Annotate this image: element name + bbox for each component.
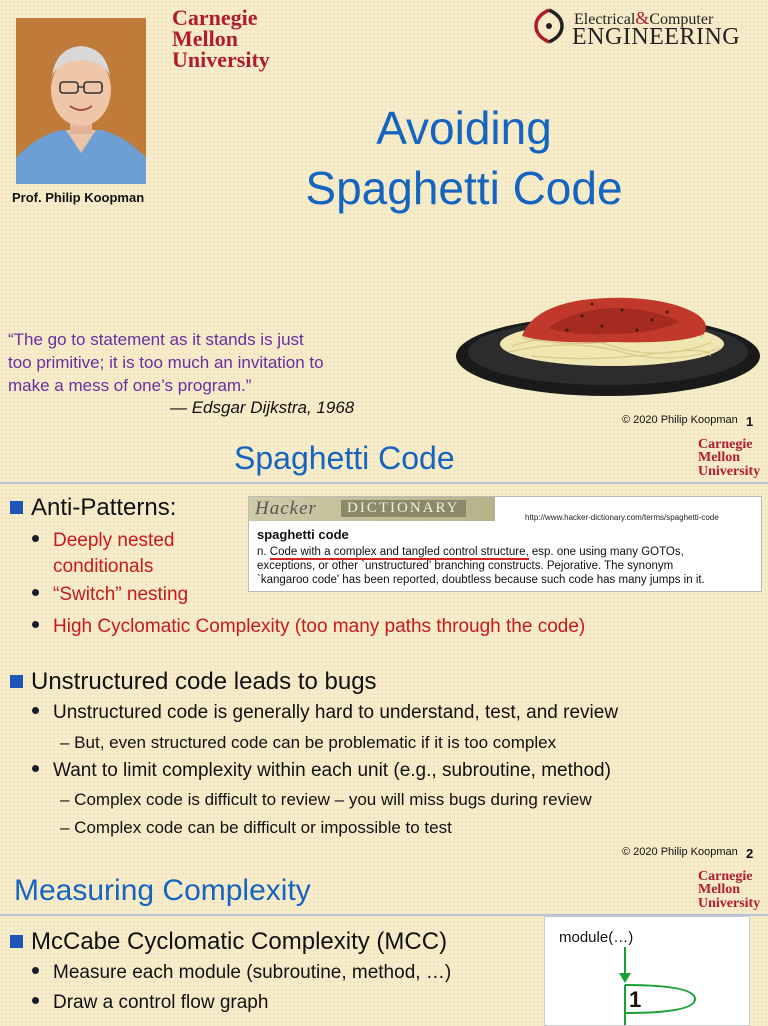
- dijkstra-quote: “The go to statement as it stands is just too primitive; it is too much an invitation to make a mess of one’s program.”: [8, 330, 324, 395]
- control-flow-graph: [544, 916, 750, 1026]
- term-definition: n. Code with a complex and tangled control structure, esp. one using many GOTOs, exceptions, or other `unstructured' branching constructs. Pejorative. The synonym `kangaroo code' has been reported, doubtless because such code has many jumps in it.: [257, 546, 705, 586]
- photo-caption: Prof. Philip Koopman: [12, 190, 145, 205]
- dot-bullet-icon: [32, 535, 39, 542]
- sub-bullet-limit: Want to limit complexity within each unit (e.g., subroutine, method): [32, 760, 611, 782]
- professor-photo: [16, 18, 146, 184]
- dash-test: – Complex code can be difficult or impossible to test: [60, 818, 452, 837]
- square-bullet-icon: [10, 675, 23, 688]
- sub-bullet-nested: Deeply nested conditionals: [32, 528, 174, 580]
- copyright: © 2020 Philip Koopman: [622, 414, 738, 426]
- sub-bullet-measure: Measure each module (subroutine, method, …): [32, 962, 451, 984]
- bullet-unstructured: Unstructured code leads to bugs: [10, 668, 377, 696]
- cmu-logo: Carnegie Mellon University: [698, 869, 761, 911]
- bullet-mcc: McCabe Cyclomatic Complexity (MCC): [10, 928, 447, 956]
- slide-3: [0, 864, 768, 1024]
- hacker-dictionary-logo: Hacker DICTIONARY: [249, 497, 495, 521]
- cmu-logo: Carnegie Mellon University: [172, 5, 270, 72]
- title-divider: [0, 482, 768, 484]
- slide-1: [0, 0, 768, 432]
- graph-node-number: 1: [629, 987, 642, 1012]
- dot-bullet-icon: [32, 765, 39, 772]
- sub-bullet-hard: Unstructured code is generally hard to understand, test, and review: [32, 702, 618, 724]
- bullet-anti-patterns: Anti-Patterns:: [10, 494, 176, 522]
- hacker-url[interactable]: http://www.hacker-dictionary.com/terms/spaghetti-code: [525, 513, 719, 522]
- sub-bullet-draw: Draw a control flow graph: [32, 992, 268, 1014]
- ece-logo-icon: [530, 6, 568, 46]
- ece-logo: Electrical&Computer ENGINEERING: [530, 6, 762, 50]
- hacker-dictionary-box: [248, 496, 762, 592]
- cmu-logo: Carnegie Mellon University: [698, 437, 761, 479]
- dot-bullet-icon: [32, 589, 39, 596]
- slide-title: Measuring Complexity: [14, 874, 311, 907]
- term-heading: spaghetti code: [257, 527, 349, 542]
- copyright: © 2020 Philip Koopman: [622, 846, 738, 858]
- dot-bullet-icon: [32, 621, 39, 628]
- square-bullet-icon: [10, 501, 23, 514]
- dot-bullet-icon: [32, 967, 39, 974]
- square-bullet-icon: [10, 935, 23, 948]
- slide-2: [0, 432, 768, 864]
- sub-bullet-switch: “Switch” nesting: [32, 584, 188, 606]
- quote-attribution: — Edsgar Dijkstra, 1968: [170, 398, 355, 417]
- page-number: 2: [746, 846, 754, 861]
- dot-bullet-icon: [32, 707, 39, 714]
- dash-structured: – But, even structured code can be problematic if it is too complex: [60, 733, 557, 752]
- dot-bullet-icon: [32, 997, 39, 1004]
- slide-title: Avoiding Spaghetti Code: [305, 102, 623, 214]
- dash-review: – Complex code is difficult to review – you will miss bugs during review: [60, 790, 592, 809]
- spaghetti-plate-image: [452, 290, 764, 400]
- page-number: 1: [746, 414, 754, 429]
- graph-module-label: module(…): [559, 929, 634, 946]
- sub-bullet-cyclomatic: High Cyclomatic Complexity (too many paths through the code): [32, 616, 585, 638]
- slide-title: Spaghetti Code: [234, 440, 455, 476]
